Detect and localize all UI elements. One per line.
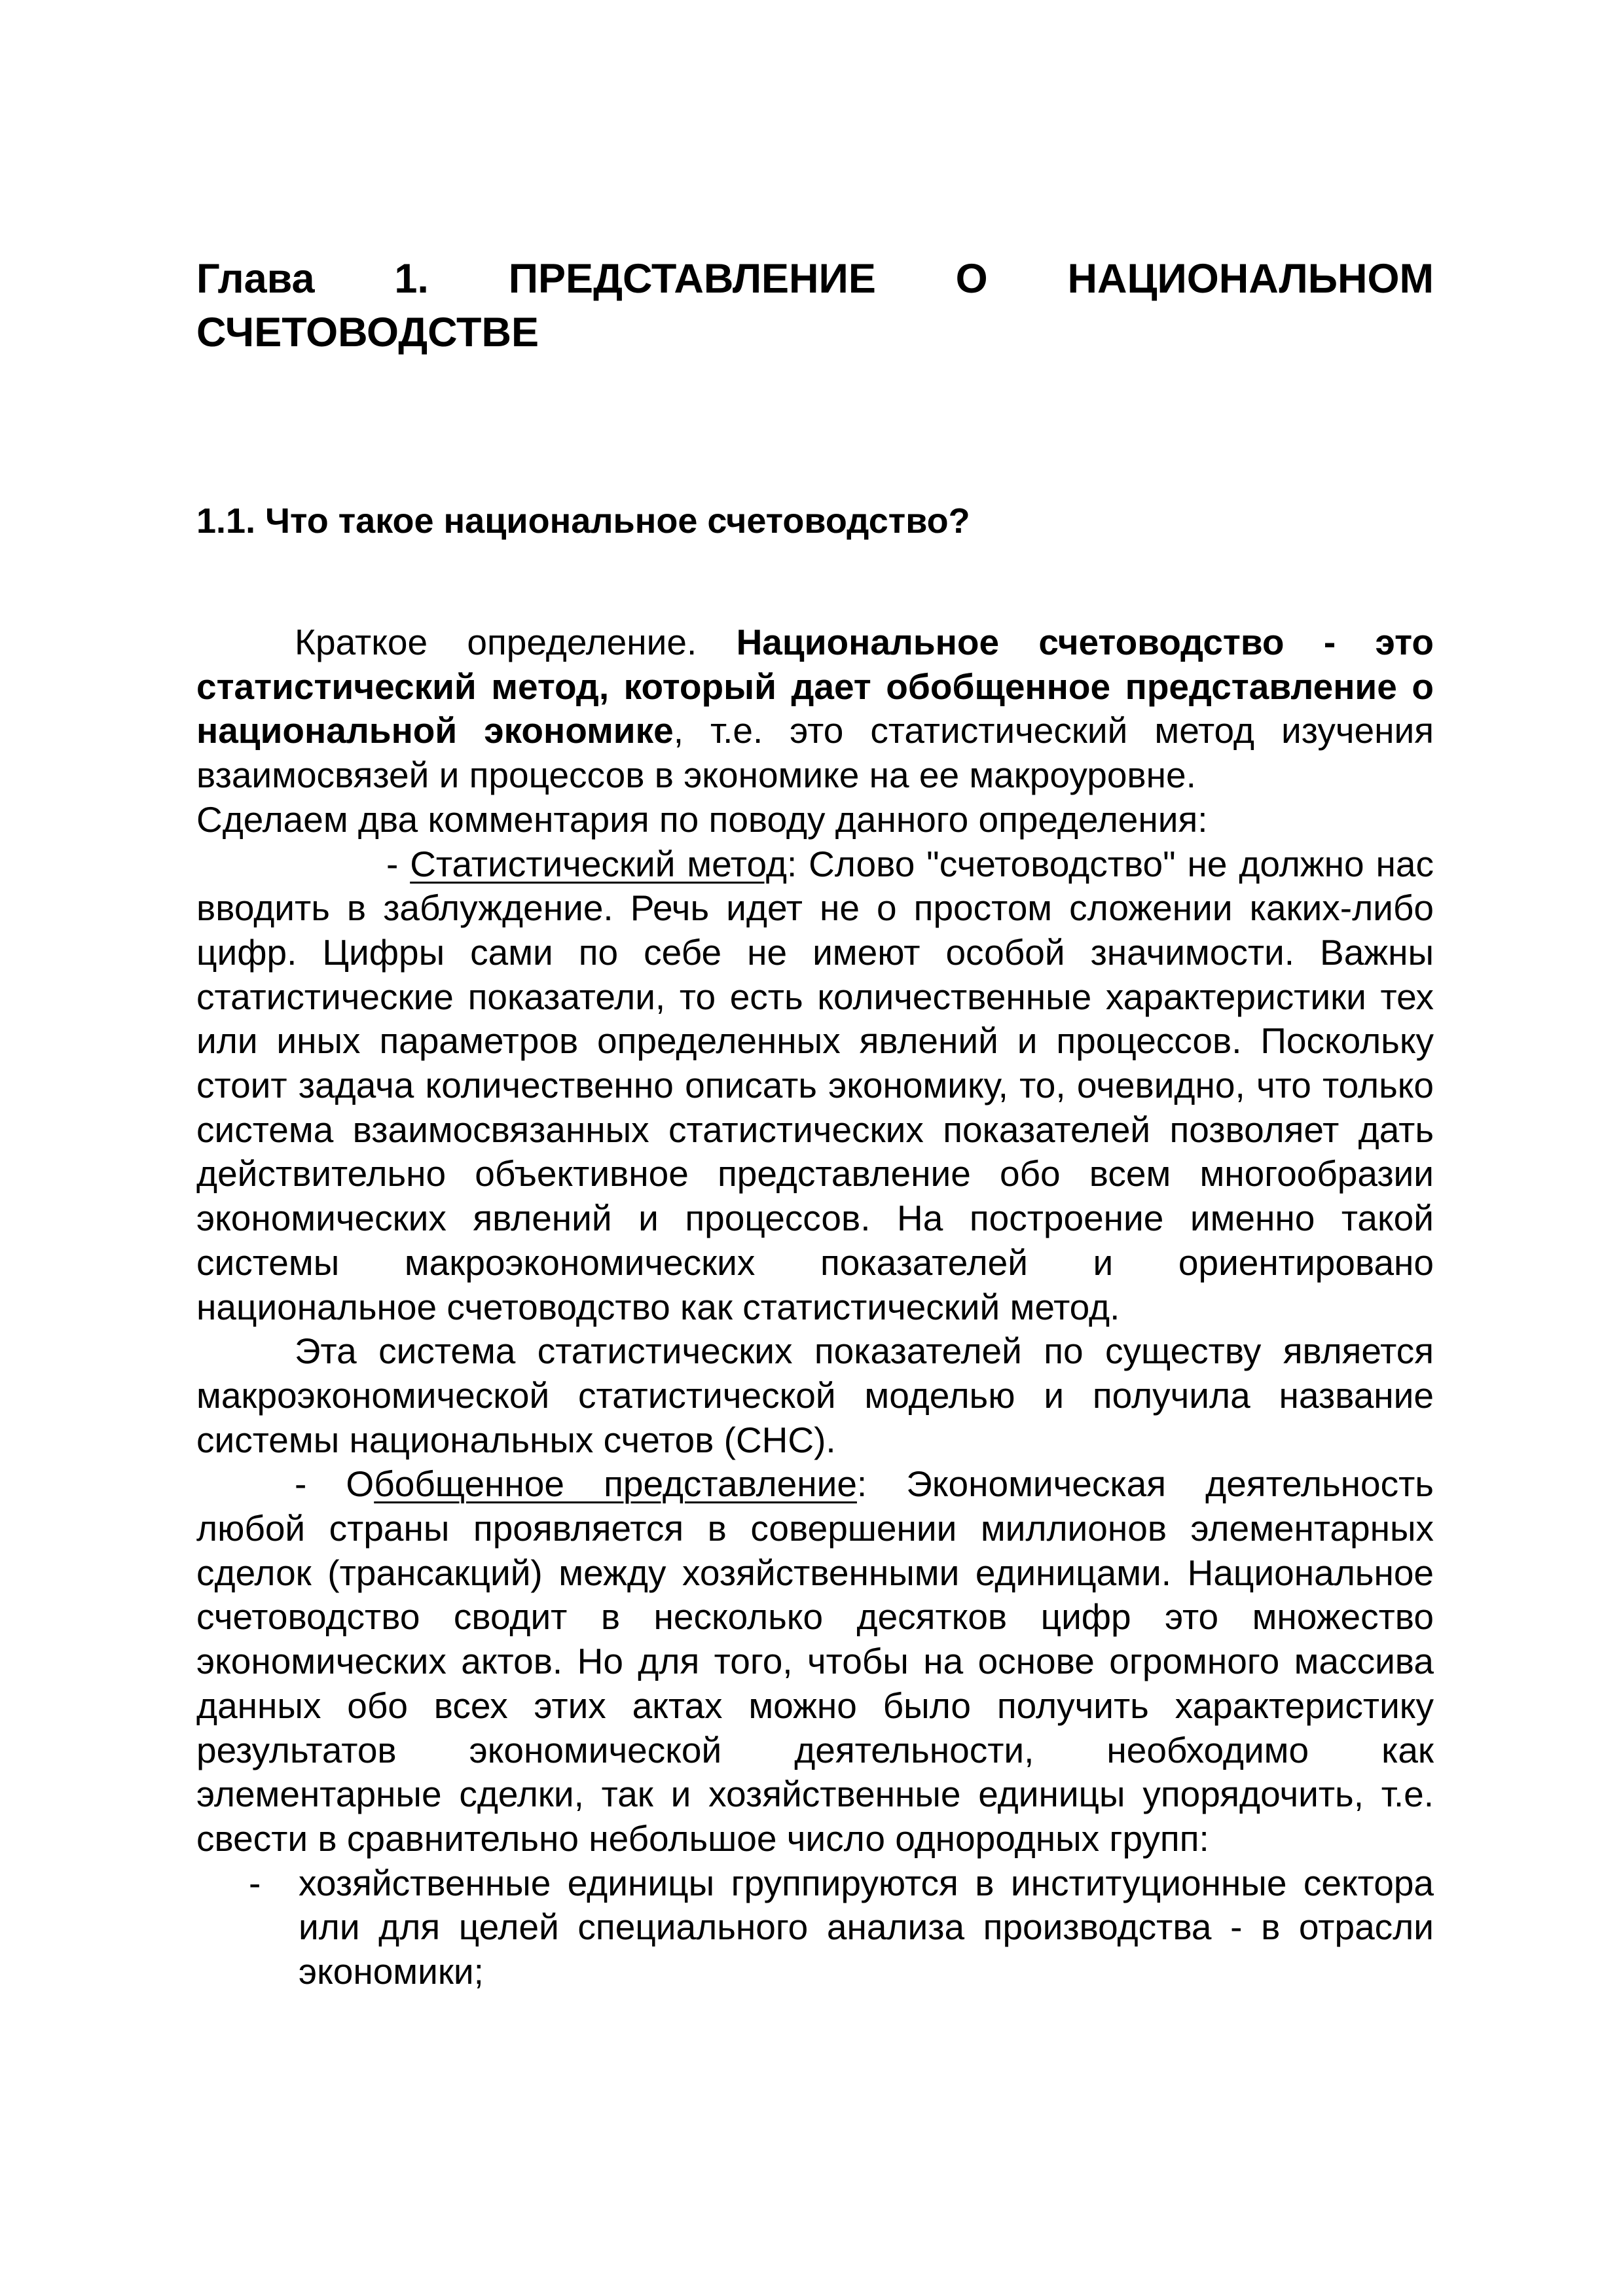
statistical-method-text: : Слово "счетоводство" не должно нас вводить в заблуждение. Речь идет не о простом сложении каких-либо цифр. Цифры сами по себе не имеют особой значимости. Важны статистические показатели, то есть количественные характеристики тех или иных параметров определенных явлений и процессов. Поскольку стоит задача количественно описать экономику, то, очевидно, что только система взаимосвязанных статистических показателей позволяет дать действительно объективное представление обо всем многообразии экономических явлений и процессов. На построение именно такой системы макроэкономических показателей и ориентировано национальное счетоводство как статистический метод.: [196, 843, 1434, 1327]
definition-lead: Краткое определение.: [295, 622, 737, 662]
generalized-view-text: : Экономическая деятельность любой страны проявляется в совершении миллионов элементарных сделок (трансакций) между хозяйственными единицами. Национальное счетоводство сводит в несколько десятков цифр это множество экономических актов. Но для того, чтобы на основе огромного массива данных обо всех этих актах можно было получить характеристику результатов экономической деятельности, необходимо как элементарные сделки, так и хозяйственные единицы упорядочить, т.е. свести в сравнительно небольшое число однородных групп:: [196, 1463, 1434, 1859]
generalized-view-paragraph: [196, 1462, 1434, 1861]
definition-rest: , т.е. это статистический метод изучения взаимосвязей и процессов в экономике на ее макроуровне.: [196, 710, 1434, 796]
generalized-view-term: бобщенное представление: [374, 1463, 857, 1505]
list-item-marker: -: [249, 1862, 261, 1903]
body-text: [196, 620, 1434, 1994]
definition-bold: Национальное счетоводство - это статистический метод, который дает обобщенное представление о национальной экономике: [196, 622, 1434, 751]
comments-intro: Сделаем два комментария по поводу данного определения:: [196, 798, 1208, 840]
statistical-method-paragraph: [196, 842, 1434, 1330]
section-title: 1.1. Что такое национальное счетоводство?: [196, 501, 970, 541]
generalized-view-dash: - О: [295, 1463, 374, 1505]
definition-paragraph: [196, 620, 1434, 798]
statistical-method-term: Статистический метод: [410, 843, 787, 884]
list-item-text: хозяйственные единицы группируются в институционные сектора или для целей специального анализа производства - в отрасли экономики;: [299, 1862, 1434, 1992]
statistical-method-dash: -: [386, 843, 410, 884]
list-item: [196, 1861, 1434, 1994]
sns-paragraph: Эта система статистических показателей по существу является макроэкономической статистической моделью и получила название системы национальных счетов (СНС).: [196, 1331, 1434, 1460]
chapter-title: Глава 1. ПРЕДСТАВЛЕНИЕ О НАЦИОНАЛЬНОМ СЧЕТОВОДСТВЕ: [196, 256, 1434, 355]
